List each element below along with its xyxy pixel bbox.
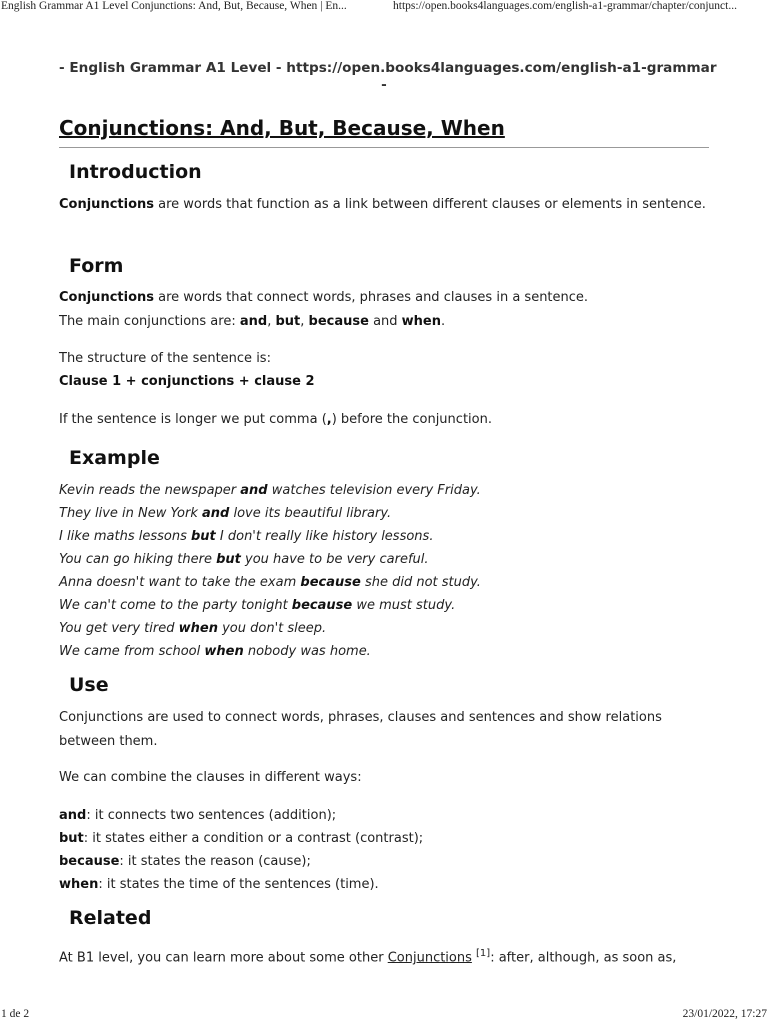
heading-example: Example (69, 447, 160, 469)
form-sep-2: , (300, 314, 309, 329)
form-line2-prefix: The main conjunctions are: (59, 314, 240, 329)
example-sentence (59, 479, 709, 503)
form-conj-because: because (308, 314, 369, 329)
use-list-item (59, 873, 709, 897)
introduction-paragraph (59, 193, 709, 217)
example-conjunction: when (204, 644, 244, 659)
print-header-url: https://open.books4languages.com/english-a1-grammar/chapter/conjunct... (393, 0, 737, 12)
example-before: You get very tired (59, 621, 179, 636)
related-suffix: : after, although, as soon as, (490, 950, 677, 966)
print-footer (0, 1008, 768, 1024)
use-item-desc: : it states the reason (cause); (119, 854, 311, 869)
use-paragraph-2: We can combine the clauses in different ways: (59, 770, 362, 785)
use-item-desc: : it states the time of the sentences (time). (98, 877, 379, 892)
example-after: watches television every Friday. (267, 483, 481, 498)
use-item-desc: : it connects two sentences (addition); (86, 808, 337, 823)
form-structure-intro: The structure of the sentence is: (59, 351, 271, 366)
book-subtitle (59, 60, 717, 94)
use-item-term: and (59, 808, 87, 823)
example-sentence (59, 640, 709, 664)
use-paragraph-1: Conjunctions are used to connect words, phrases, clauses and sentences and show relations between them. (59, 710, 662, 749)
example-after: love its beautiful library. (229, 506, 392, 521)
example-conjunction: because (300, 575, 361, 590)
use-list-item (59, 850, 709, 874)
heading-introduction: Introduction (69, 161, 202, 183)
page-number: 1 de 2 (1, 1008, 30, 1020)
comma-symbol: , (326, 412, 332, 427)
example-after: you don't sleep. (217, 621, 327, 636)
form-line-2 (59, 310, 709, 334)
use-list-item (59, 804, 709, 828)
form-structure-formula (59, 370, 709, 394)
example-before: You can go hiking there (59, 552, 217, 567)
example-conjunction: when (178, 621, 218, 636)
example-conjunction: because (291, 598, 353, 613)
form-comma-rule (59, 408, 709, 432)
print-header-page-title: English Grammar A1 Level Conjunctions: And, But, Because, When | En... (1, 0, 347, 12)
introduction-text: are words that function as a link between different clauses or elements in sentence. (154, 197, 706, 212)
example-conjunction: and (202, 506, 230, 521)
form-conj-and: and (239, 314, 268, 329)
heading-form: Form (69, 255, 124, 277)
example-sentence (59, 571, 709, 595)
example-after: we must study. (352, 598, 456, 613)
example-after: she did not study. (360, 575, 481, 590)
use-item-term: when (59, 877, 99, 892)
example-sentence (59, 548, 709, 572)
comma-rule-prefix: If the sentence is longer we put comma ( (59, 412, 327, 427)
example-before: They live in New York (59, 506, 202, 521)
footnote-reference[interactable]: [1] (476, 948, 491, 959)
form-structure-formula-text: Clause 1 + conjunctions + clause 2 (59, 374, 315, 389)
form-conj-when: when (401, 314, 442, 329)
book-subtitle-line1: - English Grammar A1 Level - https://open.books4languages.com/english-a1-grammar (59, 60, 717, 76)
book-subtitle-line2: - (381, 77, 387, 93)
print-header (0, 0, 768, 16)
example-before: We can't come to the party tonight (59, 598, 292, 613)
use-item-term: but (59, 831, 84, 846)
introduction-term: Conjunctions (59, 197, 154, 212)
heading-use: Use (69, 674, 109, 696)
use-list-item (59, 827, 709, 851)
example-sentence (59, 617, 709, 641)
use-item-desc: : it states either a condition or a contrast (contrast); (83, 831, 424, 846)
example-conjunction: but (190, 529, 216, 544)
form-conj-but: but (275, 314, 301, 329)
example-before: Kevin reads the newspaper (59, 483, 241, 498)
example-before: I like maths lessons (59, 529, 191, 544)
chapter-title (59, 115, 709, 148)
example-conjunction: but (216, 552, 241, 567)
use-item-term: because (59, 854, 120, 869)
example-sentence (59, 502, 709, 526)
related-paragraph (59, 942, 709, 970)
example-sentence (59, 594, 709, 618)
form-line-1 (59, 286, 709, 310)
example-after: I don't really like history lessons. (215, 529, 434, 544)
conjunctions-link[interactable]: Conjunctions (387, 950, 472, 966)
heading-related: Related (69, 907, 152, 929)
chapter-title-text: Conjunctions: And, But, Because, When (59, 116, 505, 140)
comma-rule-suffix: ) before the conjunction. (331, 412, 492, 427)
form-line1-term: Conjunctions (59, 290, 154, 305)
example-before: Anna doesn't want to take the exam (59, 575, 301, 590)
example-before: We came from school (59, 644, 205, 659)
form-line2-end: . (441, 314, 446, 329)
form-line1-text: are words that connect words, phrases and clauses in a sentence. (154, 290, 589, 305)
example-conjunction: and (240, 483, 268, 498)
example-after: you have to be very careful. (240, 552, 429, 567)
related-prefix: At B1 level, you can learn more about some other (59, 950, 388, 966)
form-sep-3: and (368, 314, 402, 329)
form-sep-1: , (267, 314, 276, 329)
print-datetime: 23/01/2022, 17:27 (682, 1008, 767, 1020)
example-after: nobody was home. (243, 644, 371, 659)
example-sentence (59, 525, 709, 549)
